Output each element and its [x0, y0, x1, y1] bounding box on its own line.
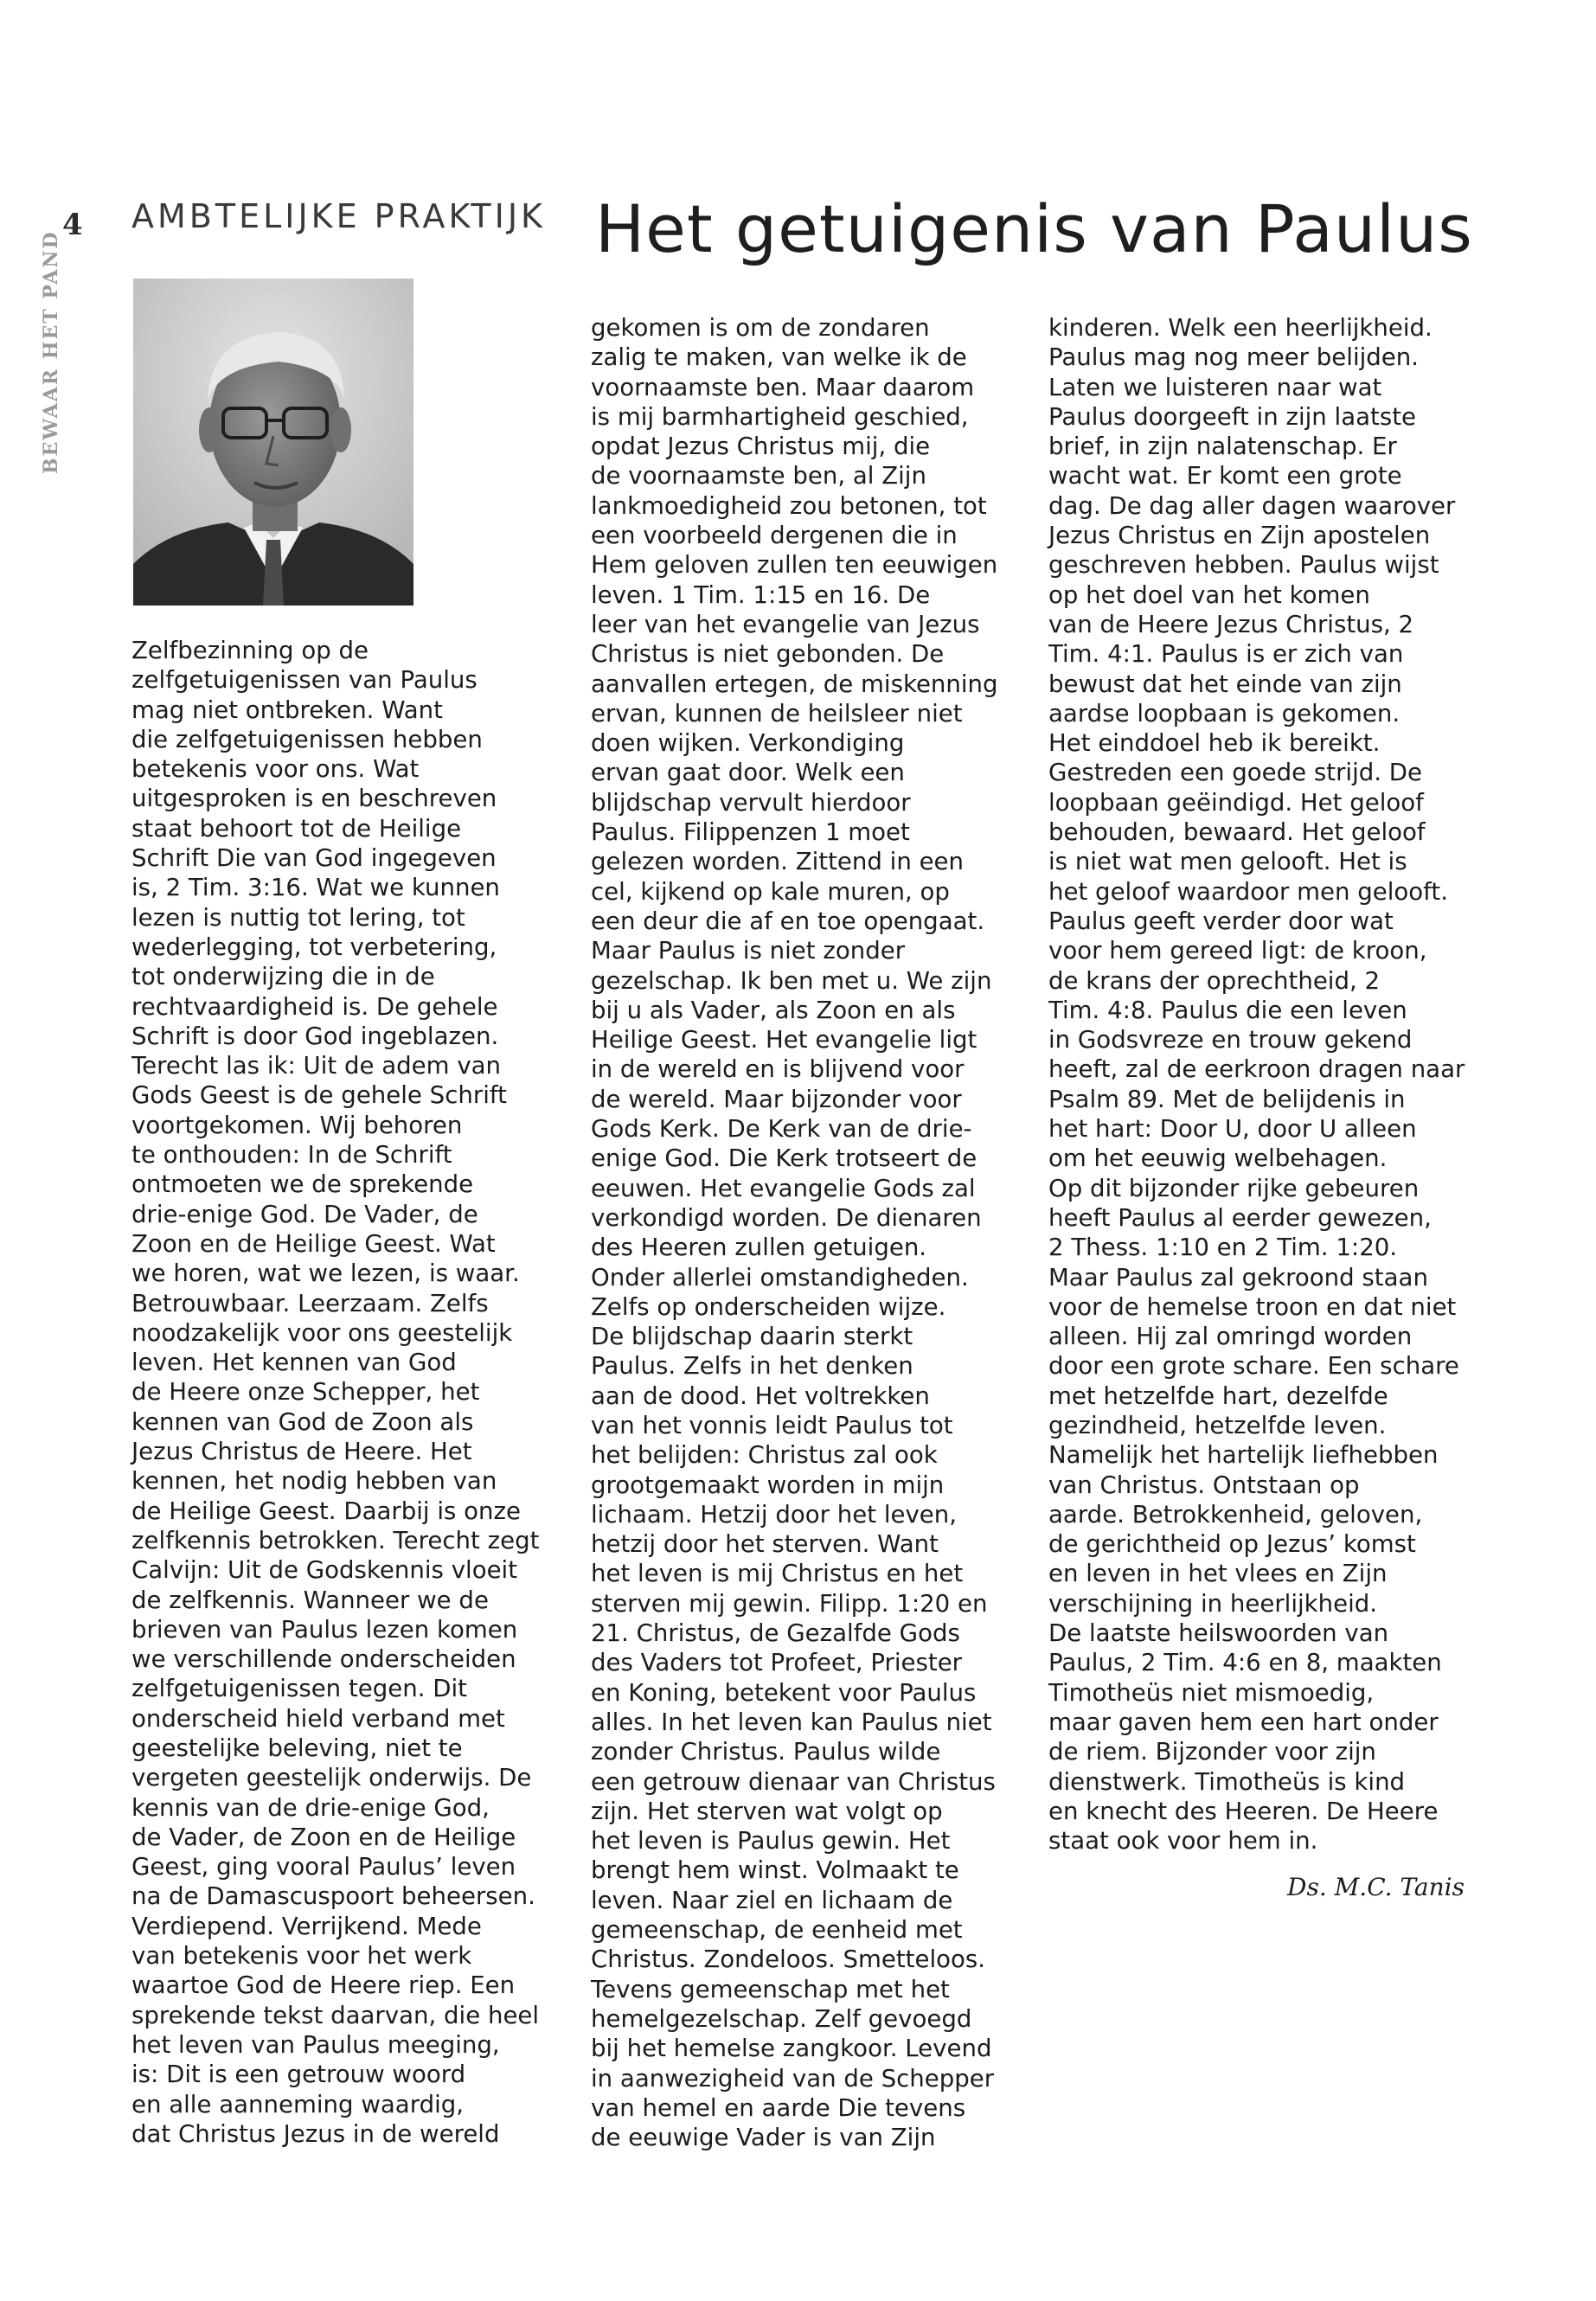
text-line: voor de hemelse troon en dat niet [1048, 1292, 1457, 1321]
text-column-1 [131, 636, 547, 2149]
text-line: enige God. Die Kerk trotseert de [591, 1144, 977, 1173]
text-line: aan de dood. Het voltrekken [591, 1381, 930, 1410]
text-line: we verschillende onderscheiden [131, 1644, 516, 1674]
text-line: zijn. Het sterven wat volgt op [591, 1796, 943, 1825]
text-column-2 [591, 313, 1006, 2152]
text-line: het leven is Paulus gewin. Het [591, 1826, 951, 1856]
text-line: gezelschap. Ik ben met u. We zijn [591, 965, 992, 995]
running-head-text: BEWAAR HET PAND [40, 230, 62, 474]
text-line: doen wijken. Verkondiging [591, 728, 905, 758]
text-line: leven. 1 Tim. 1:15 en 16. De [591, 580, 931, 609]
text-line: hemelgezelschap. Zelf gevoegd [591, 2003, 972, 2033]
text-line: brief, in zijn nalatenschap. Er [1048, 432, 1397, 461]
text-line: des Vaders tot Profeet, Priester [591, 1648, 963, 1677]
text-line: wederlegging, tot verbetering, [131, 932, 497, 961]
text-line: we horen, wat we lezen, is waar. [131, 1259, 520, 1288]
text-line: brengt hem winst. Volmaakt te [591, 1856, 959, 1885]
text-line: die zelfgetuigenissen hebben [131, 724, 483, 753]
text-line: grootgemaakt worden in mijn [591, 1470, 945, 1499]
text-line: de zelfkennis. Wanneer we de [131, 1585, 489, 1614]
text-line: verschijning in heerlijkheid. [1048, 1588, 1378, 1618]
text-line: de gerichtheid op Jezus’ komst [1048, 1529, 1416, 1559]
text-line: het geloof waardoor men gelooft. [1048, 876, 1448, 906]
text-line: uitgesproken is en beschreven [131, 784, 497, 813]
text-line: is, 2 Tim. 3:16. Wat we kunnen [131, 873, 500, 902]
text-line: Calvijn: Uit de Godskennis vloeit [131, 1555, 518, 1585]
text-line: zonder Christus. Paulus wilde [591, 1737, 941, 1766]
text-line: in Godsvreze en trouw gekend [1048, 1025, 1413, 1054]
text-line: Gods Geest is de gehele Schrift [131, 1080, 507, 1110]
text-line: wacht wat. Er komt een grote [1048, 461, 1402, 490]
text-line: het leven is mij Christus en het [591, 1559, 964, 1588]
text-line: en alle aanneming waardig, [131, 2089, 465, 2118]
text-line: in de wereld en is blijvend voor [591, 1054, 965, 1084]
text-line: leer van het evangelie van Jezus [591, 609, 980, 638]
text-line: bij het hemelse zangkoor. Levend [591, 2034, 992, 2063]
text-line: mag niet ontbreken. Want [131, 695, 443, 724]
text-line: Paulus doorgeeft in zijn laatste [1048, 401, 1417, 431]
text-line: is: Dit is een getrouw woord [131, 2060, 466, 2089]
text-line: op het doel van het komen [1048, 580, 1370, 609]
text-line: de eeuwige Vader is van Zijn [591, 2123, 936, 2152]
text-line: Tim. 4:1. Paulus is er zich van [1048, 639, 1404, 669]
text-line: lichaam. Hetzij door het leven, [591, 1499, 958, 1529]
text-line: van het vonnis leidt Paulus tot [591, 1410, 953, 1439]
text-line: Psalm 89. Met de belijdenis in [1048, 1084, 1406, 1113]
page-number: 4 [62, 208, 83, 242]
text-line: Paulus mag nog meer belijden. [1048, 343, 1420, 372]
text-line: Maar Paulus is niet zonder [591, 936, 906, 965]
text-line: Christus. Zondeloos. Smetteloos. [591, 1945, 986, 1974]
text-line: leven. Naar ziel en lichaam de [591, 1885, 953, 1914]
text-line: gelezen worden. Zittend in een [591, 847, 965, 876]
text-line: cel, kijkend op kale muren, op [591, 876, 950, 906]
text-line: Paulus. Zelfs in het denken [591, 1351, 913, 1381]
text-line: gezindheid, hetzelfde leven. [1048, 1410, 1387, 1439]
text-line: kinderen. Welk een heerlijkheid. [1048, 313, 1433, 342]
text-line: zelfgetuigenissen tegen. Dit [131, 1674, 467, 1703]
text-line: Gods Kerk. De Kerk van de drie- [591, 1114, 972, 1144]
text-line: Het einddoel heb ik bereikt. [1048, 728, 1381, 758]
text-line: aardse loopbaan is gekomen. [1048, 698, 1401, 727]
text-line: De blijdschap daarin sterkt [591, 1322, 913, 1351]
text-line: lankmoedigheid zou betonen, tot [591, 490, 987, 520]
text-line: Terecht las ik: Uit de adem van [131, 1051, 502, 1080]
text-line: kennen van God de Zoon als [131, 1407, 474, 1436]
text-line: een deur die af en toe opengaat. [591, 906, 985, 935]
text-line: om het eeuwig welbehagen. [1048, 1144, 1388, 1173]
author-signature: Ds. M.C. Tanis [1287, 1873, 1465, 1901]
text-line: ervan, kunnen de heilsleer niet [591, 698, 963, 727]
text-line: de wereld. Maar bijzonder voor [591, 1084, 962, 1113]
article-title: Het getuigenis van Paulus [595, 190, 1473, 267]
text-line: aanvallen ertegen, de miskenning [591, 669, 998, 698]
text-line: Zelfs op onderscheiden wijze. [591, 1292, 946, 1321]
text-line: te onthouden: In de Schrift [131, 1140, 452, 1170]
text-line: gekomen is om de zondaren [591, 313, 930, 342]
text-line: leven. Het kennen van God [131, 1348, 457, 1377]
text-line: eeuwen. Het evangelie Gods zal [591, 1173, 976, 1202]
text-line: onderscheid hield verband met [131, 1703, 505, 1733]
text-line: Heilige Geest. Het evangelie ligt [591, 1025, 977, 1054]
text-column-3 [1048, 313, 1498, 1856]
text-line: dag. De dag aller dagen waarover [1048, 490, 1456, 520]
text-line: Geest, ging vooral Paulus’ leven [131, 1852, 516, 1881]
author-portrait-photo [133, 279, 413, 606]
text-line: behouden, bewaard. Het geloof [1048, 817, 1426, 847]
text-line: en Koning, betekent voor Paulus [591, 1677, 977, 1707]
text-line: sterven mij gewin. Filipp. 1:20 en [591, 1588, 988, 1618]
text-line: rechtvaardigheid is. De gehele [131, 991, 498, 1021]
text-line: Paulus, 2 Tim. 4:6 en 8, maakten [1048, 1648, 1442, 1677]
text-line: Christus is niet gebonden. De [591, 639, 945, 669]
text-line: de Heere onze Schepper, het [131, 1377, 480, 1407]
text-line: voornaamste ben. Maar daarom [591, 372, 975, 401]
text-line: 2 Thess. 1:10 en 2 Tim. 1:20. [1048, 1233, 1398, 1262]
text-line: Jezus Christus de Heere. Het [131, 1437, 472, 1466]
running-head [40, 230, 92, 484]
text-line: staat behoort tot de Heilige [131, 813, 462, 843]
text-line: de riem. Bijzonder voor zijn [1048, 1737, 1376, 1766]
text-line: met hetzelfde hart, dezelfde [1048, 1381, 1388, 1410]
text-line: voor hem gereed ligt: de kroon, [1048, 936, 1427, 965]
text-line: Hem geloven zullen ten eeuwigen [591, 550, 998, 580]
text-line: alles. In het leven kan Paulus niet [591, 1707, 992, 1736]
text-line: Paulus geeft verder door wat [1048, 906, 1394, 935]
text-line: Laten we luisteren naar wat [1048, 372, 1382, 401]
text-line: blijdschap vervult hierdoor [591, 787, 911, 817]
text-line: van hemel en aarde Die tevens [591, 2093, 966, 2122]
text-line: de Vader, de Zoon en de Heilige [131, 1822, 516, 1851]
text-line: dat Christus Jezus in de wereld [131, 2118, 500, 2148]
text-line: het hart: Door U, door U alleen [1048, 1114, 1417, 1144]
text-line: en leven in het vlees en Zijn [1048, 1559, 1388, 1588]
text-line: kennen, het nodig hebben van [131, 1466, 497, 1496]
text-line: van Christus. Ontstaan op [1048, 1470, 1360, 1499]
text-line: brieven van Paulus lezen komen [131, 1614, 518, 1644]
text-line: 21. Christus, de Gezalfde Gods [591, 1618, 960, 1648]
text-line: ontmoeten we de sprekende [131, 1170, 474, 1199]
text-line: noodzakelijk voor ons geestelijk [131, 1317, 513, 1347]
text-line: ervan gaat door. Welk een [591, 758, 905, 787]
text-line: De laatste heilswoorden van [1048, 1618, 1389, 1648]
text-line: dienstwerk. Timotheüs is kind [1048, 1766, 1406, 1796]
text-line: loopbaan geëindigd. Het geloof [1048, 787, 1424, 817]
text-line: Zelfbezinning op de [131, 636, 369, 664]
text-line: staat ook voor hem in. [1048, 1826, 1318, 1856]
text-line: voortgekomen. Wij behoren [131, 1110, 463, 1139]
text-line: zelfgetuigenissen van Paulus [131, 665, 478, 695]
text-line: geestelijke beleving, niet te [131, 1733, 463, 1762]
text-line: een voorbeeld dergenen die in [591, 521, 958, 550]
text-line: Maar Paulus zal gekroond staan [1048, 1262, 1428, 1292]
author-portrait [133, 279, 413, 606]
text-line: des Heeren zullen getuigen. [591, 1233, 927, 1262]
text-line: alleen. Hij zal omringd worden [1048, 1322, 1413, 1351]
text-line: van betekenis voor het werk [131, 1941, 472, 1971]
text-line: drie-enige God. De Vader, de [131, 1199, 478, 1228]
text-line: is niet wat men gelooft. Het is [1048, 847, 1407, 876]
text-line: hetzij door het sterven. Want [591, 1529, 939, 1559]
text-line: Onder allerlei omstandigheden. [591, 1262, 969, 1292]
text-line: Schrift is door God ingeblazen. [131, 1021, 499, 1050]
text-line: verkondigd worden. De dienaren [591, 1202, 982, 1232]
text-line: Namelijk het hartelijk liefhebben [1048, 1440, 1439, 1470]
text-line: geschreven hebben. Paulus wijst [1048, 550, 1439, 580]
text-line: de voornaamste ben, al Zijn [591, 461, 926, 490]
text-line: zalig te maken, van welke ik de [591, 343, 967, 372]
text-line: Op dit bijzonder rijke gebeuren [1048, 1173, 1420, 1202]
text-line: lezen is nuttig tot lering, tot [131, 902, 465, 932]
text-line: Verdiepend. Verrijkend. Mede [131, 1911, 482, 1940]
text-line: de Heilige Geest. Daarbij is onze [131, 1496, 522, 1525]
text-line: Schrift Die van God ingegeven [131, 843, 497, 873]
text-line: Tim. 4:8. Paulus die een leven [1048, 995, 1407, 1024]
text-line: zelfkennis betrokken. Terecht zegt [131, 1525, 540, 1554]
text-line: gemeenschap, de eenheid met [591, 1915, 963, 1945]
text-line: kennis van de drie-enige God, [131, 1792, 490, 1822]
text-line: Zoon en de Heilige Geest. Wat [131, 1228, 496, 1258]
text-line: heeft, zal de eerkroon dragen naar [1048, 1054, 1465, 1084]
text-line: in aanwezigheid van de Schepper [591, 2063, 995, 2093]
text-line: sprekende tekst daarvan, die heel [131, 2000, 540, 2029]
text-line: de krans der oprechtheid, 2 [1048, 965, 1381, 995]
text-line: en knecht des Heeren. De Heere [1048, 1796, 1439, 1825]
text-line: vergeten geestelijk onderwijs. De [131, 1763, 532, 1792]
text-line: tot onderwijzing die in de [131, 962, 435, 991]
text-line: Betrouwbaar. Leerzaam. Zelfs [131, 1288, 489, 1317]
text-line: heeft Paulus al eerder gewezen, [1048, 1202, 1432, 1232]
text-line: van de Heere Jezus Christus, 2 [1048, 609, 1414, 638]
text-line: Paulus. Filippenzen 1 moet [591, 817, 910, 847]
text-line: bewust dat het einde van zijn [1048, 669, 1402, 698]
text-line: betekenis voor ons. Wat [131, 754, 420, 784]
text-line: opdat Jezus Christus mij, die [591, 432, 931, 461]
text-line: het belijden: Christus zal ook [591, 1440, 938, 1470]
text-line: aarde. Betrokkenheid, geloven, [1048, 1499, 1423, 1529]
text-line: na de Damascuspoort beheersen. [131, 1881, 535, 1911]
text-line: Tevens gemeenschap met het [591, 1974, 950, 2003]
text-line: waartoe God de Heere riep. Een [131, 1971, 516, 2000]
text-line: Jezus Christus en Zijn apostelen [1048, 521, 1431, 550]
text-line: door een grote schare. Een schare [1048, 1351, 1459, 1381]
text-line: bij u als Vader, als Zoon en als [591, 995, 956, 1024]
text-line: het leven van Paulus meeging, [131, 2029, 500, 2059]
text-line: Timotheüs niet mismoedig, [1048, 1677, 1375, 1707]
section-label: AMBTELIJKE PRAKTIJK [131, 197, 546, 235]
text-line: maar gaven hem een hart onder [1048, 1707, 1439, 1736]
text-line: is mij barmhartigheid geschied, [591, 401, 969, 431]
text-line: Gestreden een goede strijd. De [1048, 758, 1423, 787]
text-line: een getrouw dienaar van Christus [591, 1766, 996, 1796]
